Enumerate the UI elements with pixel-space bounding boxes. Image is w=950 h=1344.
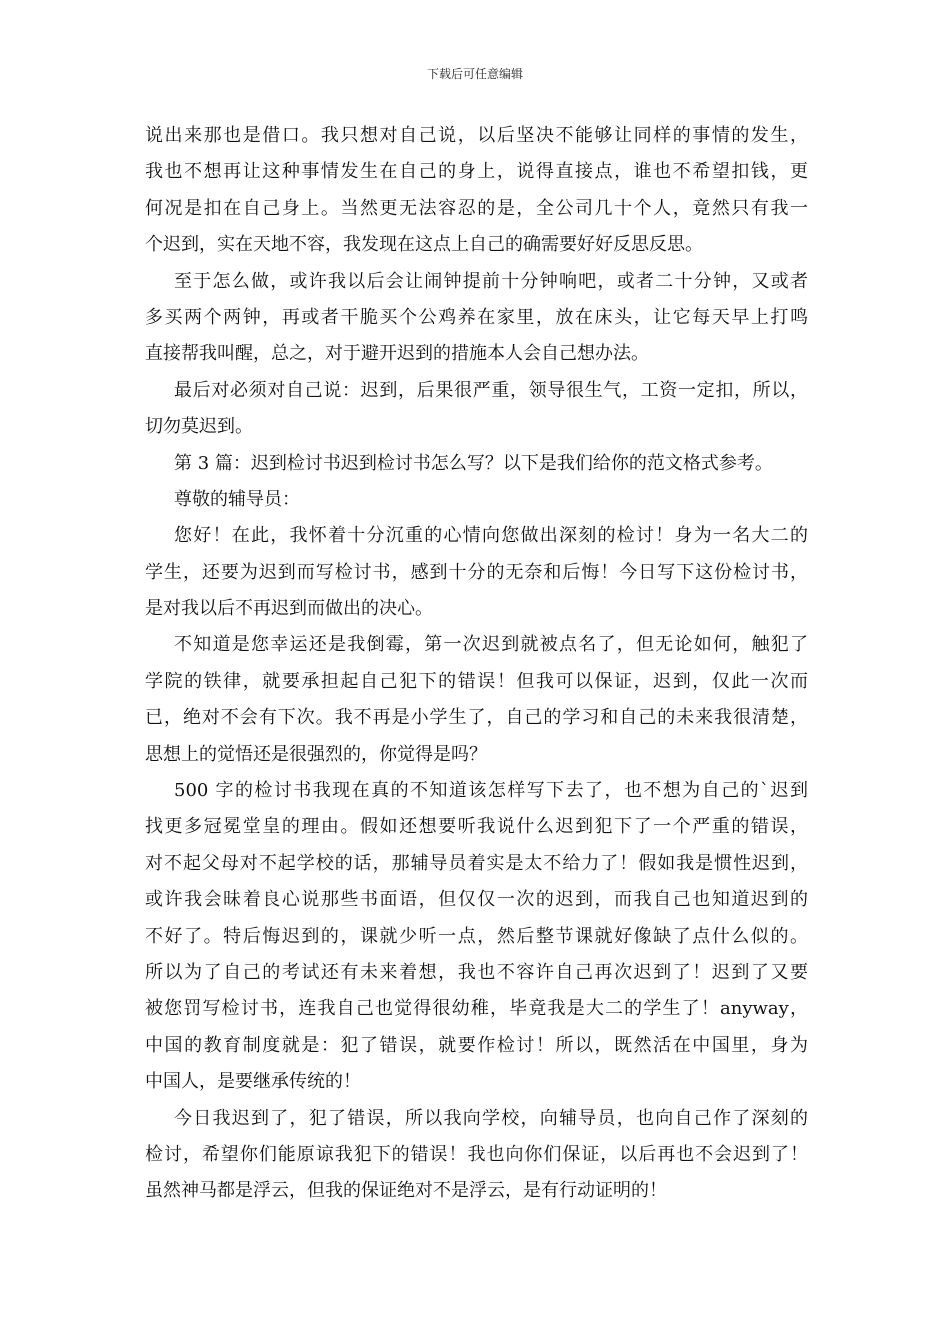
text-line: 我也不想再让这种事情发生在自己的身上，说得直接点，谁也不希望扣钱，更 xyxy=(145,161,808,183)
text-line: 找更多冠冕堂皇的理由。假如还想要听我说什么迟到犯下了一个严重的错误， xyxy=(145,816,808,838)
text-line: 或许我会昧着良心说那些书面语，但仅仅一次的迟到，而我自己也知道迟到的 xyxy=(145,889,808,911)
text-line: 至于怎么做，或许我以后会让闹钟提前十分钟响吧，或者二十分钟，又或者 xyxy=(174,270,808,292)
text-line: 500 字的检讨书我现在真的不知道该怎样写下去了，也不想为自己的`迟到 xyxy=(174,780,808,802)
text-line: 您好！在此，我怀着十分沉重的心情向您做出深刻的检讨！身为一名大二的 xyxy=(174,525,808,547)
text-line: 检讨，希望你们能原谅我犯下的错误！我也向你们保证，以后再也不会迟到了！ xyxy=(145,1143,808,1165)
text-line: 是对我以后不再迟到而做出的决心。 xyxy=(145,598,433,620)
text-line: 中国的教育制度就是：犯了错误，就要作检讨！所以，既然活在中国里，身为 xyxy=(145,1034,808,1056)
text-line: 直接帮我叫醒，总之，对于避开迟到的措施本人会自己想办法。 xyxy=(145,343,649,365)
text-line: 虽然神马都是浮云，但我的保证绝对不是浮云，是有行动证明的！ xyxy=(145,1180,667,1202)
text-line: 最后对必须对自己说：迟到，后果很严重，领导很生气，工资一定扣，所以， xyxy=(174,379,808,401)
text-line: 所以为了自己的考试还有未来着想，我也不容许自己再次迟到了！迟到了又要 xyxy=(145,961,808,983)
text-line: 说出来那也是借口。我只想对自己说，以后坚决不能够让同样的事情的发生， xyxy=(145,125,808,146)
text-line: 中国人，是要继承传统的！ xyxy=(145,1071,361,1093)
text-line: 切勿莫迟到。 xyxy=(145,416,253,438)
document-body xyxy=(145,124,808,1216)
text-line: 何况是扣在自己身上。当然更无法容忍的是，全公司几十个人，竟然只有我一 xyxy=(145,197,808,219)
text-line: 对不起父母对不起学校的话，那辅导员着实是太不给力了！假如我是惯性迟到， xyxy=(145,852,808,874)
text-line: 思想上的觉悟还是很强烈的，你觉得是吗？ xyxy=(145,743,487,765)
text-line: 学生，还要为迟到而写检讨书，感到十分的无奈和后悔！今日写下这份检讨书， xyxy=(145,561,808,583)
page-header: 下载后可任意编辑 xyxy=(426,67,523,81)
text-line: 不知道是您幸运还是我倒霉，第一次迟到就被点名了，但无论如何，触犯了 xyxy=(174,634,808,656)
text-line: 个迟到，实在天地不容，我发现在这点上自己的确需要好好反思反思。 xyxy=(145,234,703,256)
text-line: 多买两个两钟，再或者干脆买个公鸡养在家里，放在床头，让它每天早上打鸣 xyxy=(145,306,808,328)
text-line: 学院的铁律，就要承担起自己犯下的错误！但我可以保证，迟到，仅此一次而 xyxy=(145,670,808,692)
text-line: 已，绝对不会有下次。我不再是小学生了，自己的学习和自己的未来我很清楚， xyxy=(145,707,808,729)
text-line: 被您罚写检讨书，连我自己也觉得很幼稚，毕竟我是大二的学生了！anyway， xyxy=(145,998,808,1020)
text-line: 今日我迟到了，犯了错误，所以我向学校，向辅导员，也向自己作了深刻的 xyxy=(174,1107,808,1129)
text-line: 不好了。特后悔迟到的，课就少听一点，然后整节课就好像缺了点什么似的。 xyxy=(145,925,808,947)
text-line: 第 3 篇：迟到检讨书迟到检讨书怎么写？以下是我们给你的范文格式参考。 xyxy=(174,452,773,474)
text-line: 尊敬的辅导员： xyxy=(174,488,300,510)
